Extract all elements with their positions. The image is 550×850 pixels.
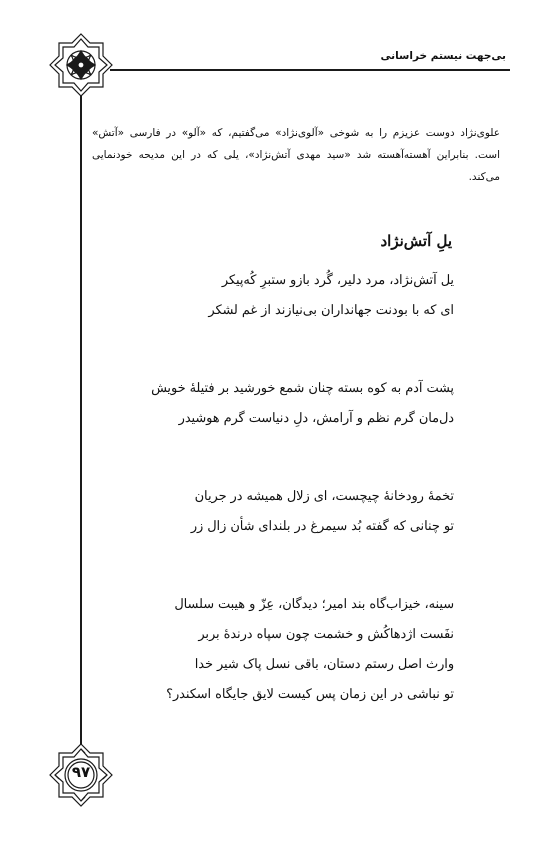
poem-stanza [98, 266, 454, 326]
margin-vertical-rule [80, 62, 82, 762]
poem-line: سینه، خیزاب‌گاه بند امیر؛ دیدگان، عِزّ و هیبت سلسال [174, 597, 454, 612]
poem-body [98, 266, 454, 758]
poem-line: تو چنانی که گفته بُد سیمرغ در بلندای شأن زال زر [190, 519, 454, 534]
poem-line: یل آتش‌نژاد، مرد دلیر، گُرد بازو ستبرِ کُه‌پیکر [221, 273, 454, 288]
poem-line: وارث اصل رستم دستان، باقی نسل پاک شیر خدا [194, 657, 454, 672]
poem-line: دل‌مان گرم نظم و آرامش، دلِ دنیاست گرم هوشیدر [178, 411, 454, 426]
header-rule [110, 69, 510, 71]
poem-stanza [98, 374, 454, 434]
poem-line: ای که با بودنت جهانداران بی‌نیازند از غم لشکر [208, 303, 454, 318]
poem-line: تو نباشی در این زمان پس کیست لایق جایگاه اسکندر؟ [166, 687, 454, 702]
running-title: بی‌جهت نیستم خراسانی [380, 50, 506, 62]
poem-line: پشت آدم به کوه بسته چنان شمع خورشید بر فتیلهٔ خویش [151, 381, 454, 396]
intro-paragraph: علوی‌نژاد دوست عزیزم را به شوخی «آلوی‌نژاد» می‌گفتیم، که «آلو» در فارسی «آتش» است. بنابراین آهسته‌آهسته شد «سید مهدی آتش‌نژاد»، یلی که در این مدیحه خودنمایی می‌کند. [92, 127, 500, 183]
poem-title: یلِ آتش‌نژاد [380, 232, 452, 250]
poem-line: نفَست اژدهاکُش و خشمت چون سپاه درندهٔ بربر [198, 627, 454, 642]
rosette-ornament-icon [48, 32, 114, 98]
poem-stanza [98, 590, 454, 710]
page-number: ۹۷ [71, 763, 91, 781]
poem-line: تخمهٔ رودخانهٔ چیچست، ای زلال همیشه در جریان [194, 489, 454, 504]
poem-stanza [98, 482, 454, 542]
